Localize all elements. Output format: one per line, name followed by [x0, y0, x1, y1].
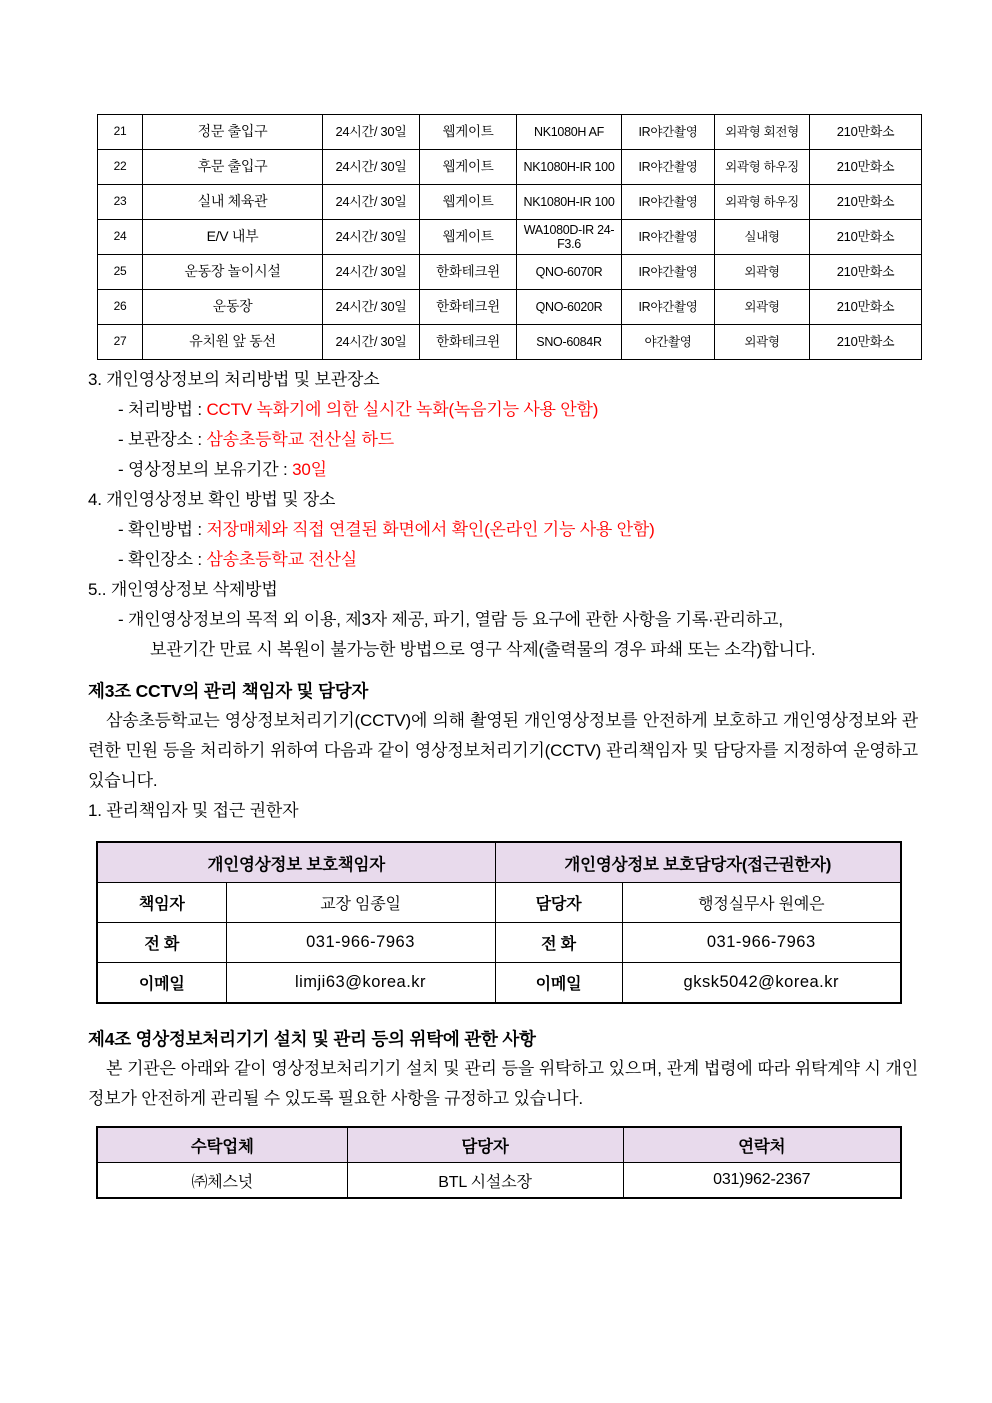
consignment-table-body [97, 1127, 901, 1198]
cell-location: 운동장 [143, 290, 323, 325]
section4-item-1-value: 삼송초등학교 전산실 [206, 550, 357, 569]
cell-type: 외곽형 하우징 [715, 150, 810, 185]
value-officer-phone: 031-966-7963 [226, 923, 495, 963]
section3-item-2-label: - 영상정보의 보유기간 : [118, 460, 293, 479]
cell-model: QNO-6070R [517, 255, 622, 290]
table-row [97, 883, 901, 923]
article-3-paragraph [88, 706, 918, 796]
label-handler-email: 이메일 [495, 963, 622, 1004]
section3-item-2 [88, 455, 918, 485]
cell-type: 외곽형 회전형 [715, 115, 810, 150]
cell-function: IR야간촬영 [622, 220, 715, 255]
section3-item-0 [88, 395, 918, 425]
cell-maker: 웹게이트 [420, 115, 517, 150]
cell-no: 22 [98, 150, 143, 185]
cell-type: 실내형 [715, 220, 810, 255]
cell-time: 24시간/ 30일 [323, 220, 420, 255]
cell-model: NK1080H-IR 100 [517, 150, 622, 185]
cell-location: 실내 체육관 [143, 185, 323, 220]
cell-pixels: 210만화소 [810, 290, 922, 325]
label-officer-role: 책임자 [97, 883, 226, 923]
table-header-row [97, 1127, 901, 1163]
consignment-table [96, 1126, 902, 1199]
label-handler-phone: 전 화 [495, 923, 622, 963]
cell-function: IR야간촬영 [622, 150, 715, 185]
section4-heading: 4. 개인영상정보 확인 방법 및 장소 [88, 490, 336, 509]
cell-function: IR야간촬영 [622, 290, 715, 325]
cell-maker: 웹게이트 [420, 185, 517, 220]
cell-function: 야간촬영 [622, 325, 715, 360]
cell-location: 유치원 앞 동선 [143, 325, 323, 360]
cell-no: 23 [98, 185, 143, 220]
table-row [98, 255, 922, 290]
cell-no: 26 [98, 290, 143, 325]
cell-time: 24시간/ 30일 [323, 115, 420, 150]
article-4-paragraph [88, 1054, 918, 1114]
cell-location: E/V 내부 [143, 220, 323, 255]
cell-no: 25 [98, 255, 143, 290]
table-row [98, 290, 922, 325]
cell-pixels: 210만화소 [810, 325, 922, 360]
header-manager: 담당자 [347, 1127, 623, 1163]
cell-no: 21 [98, 115, 143, 150]
section4-item-1 [88, 545, 918, 575]
cell-location: 정문 출입구 [143, 115, 323, 150]
cell-time: 24시간/ 30일 [323, 150, 420, 185]
cell-type: 외곽형 [715, 325, 810, 360]
header-protection-handler: 개인영상정보 보호담당자(접근권한자) [495, 842, 901, 883]
table-row [97, 1163, 901, 1199]
section5-body-line-2: 보관기간 만료 시 복원이 불가능한 방법으로 영구 삭제(출력물의 경우 파쇄 또는 소각)합니다. [150, 640, 816, 659]
section3-item-2-value: 30일 [292, 460, 327, 479]
article-3-subheading: 1. 관리책임자 및 접근 권한자 [88, 801, 299, 820]
table-row [98, 150, 922, 185]
value-contact: 031)962-2367 [623, 1163, 901, 1199]
table-row [98, 185, 922, 220]
cell-pixels: 210만화소 [810, 150, 922, 185]
article-3-block [88, 676, 918, 826]
section3-item-0-label: - 처리방법 : [118, 400, 207, 419]
responsible-person-table [96, 841, 902, 1004]
section4-item-0-label: - 확인방법 : [118, 520, 207, 539]
cell-model: NK1080H AF [517, 115, 622, 150]
cell-time: 24시간/ 30일 [323, 255, 420, 290]
value-handler-phone: 031-966-7963 [622, 923, 901, 963]
table-header-row [97, 842, 901, 883]
responsible-person-table-body [97, 842, 901, 1003]
cell-no: 24 [98, 220, 143, 255]
article-4-paragraph-text: 본 기관은 아래와 같이 영상정보처리기기 설치 및 관리 등을 위탁하고 있으며, 관계 법령에 따라 위탁계약 시 개인정보가 안전하게 관리될 수 있도록 필요한 사항을 규정하고 있습니다. [88, 1059, 918, 1108]
cell-model: NK1080H-IR 100 [517, 185, 622, 220]
article-3-paragraph-text: 삼송초등학교는 영상정보처리기기(CCTV)에 의해 촬영된 개인영상정보를 안전하게 보호하고 개인영상정보와 관련한 민원 등을 처리하기 위하여 다음과 같이 영상정보처리기기(CCTV) 관리책임자 및 담당자를 지정하여 운영하고 있습니다. [88, 711, 918, 790]
cctv-device-table [97, 114, 922, 360]
cell-time: 24시간/ 30일 [323, 185, 420, 220]
cell-model: WA1080D-IR 24-F3.6 [517, 220, 622, 255]
cell-no: 27 [98, 325, 143, 360]
label-officer-phone: 전 화 [97, 923, 226, 963]
cell-location: 운동장 놀이시설 [143, 255, 323, 290]
cell-pixels: 210만화소 [810, 255, 922, 290]
cell-model: SNO-6084R [517, 325, 622, 360]
cell-type: 외곽형 [715, 290, 810, 325]
cell-maker: 한화테크윈 [420, 255, 517, 290]
cell-function: IR야간촬영 [622, 255, 715, 290]
section5-body-line-1: - 개인영상정보의 목적 외 이용, 제3자 제공, 파기, 열람 등 요구에 관한 사항을 기록·관리하고, [118, 610, 783, 629]
section4-item-0-value: 저장매체와 직접 연결된 화면에서 확인(온라인 기능 사용 안함) [206, 520, 655, 539]
section5-heading: 5.. 개인영상정보 삭제방법 [88, 580, 278, 599]
cell-maker: 한화테크윈 [420, 290, 517, 325]
value-company: ㈜체스넛 [97, 1163, 347, 1199]
section4-item-1-label: - 확인장소 : [118, 550, 207, 569]
section4-item-0 [88, 515, 918, 545]
cell-function: IR야간촬영 [622, 185, 715, 220]
value-manager: BTL 시설소장 [347, 1163, 623, 1199]
header-company: 수탁업체 [97, 1127, 347, 1163]
cell-time: 24시간/ 30일 [323, 290, 420, 325]
section3-item-1 [88, 425, 918, 455]
label-handler-role: 담당자 [495, 883, 622, 923]
value-officer-email: limji63@korea.kr [226, 963, 495, 1004]
value-officer-name: 교장 임종일 [226, 883, 495, 923]
cell-model: QNO-6020R [517, 290, 622, 325]
section3-item-1-value: 삼송초등학교 전산실 하드 [206, 430, 394, 449]
table-row [98, 325, 922, 360]
table-row [98, 115, 922, 150]
cell-maker: 웹게이트 [420, 220, 517, 255]
cctv-table-body [98, 115, 922, 360]
value-handler-email: gksk5042@korea.kr [622, 963, 901, 1004]
cell-type: 외곽형 하우징 [715, 185, 810, 220]
cell-pixels: 210만화소 [810, 185, 922, 220]
cell-time: 24시간/ 30일 [323, 325, 420, 360]
label-officer-email: 이메일 [97, 963, 226, 1004]
section3-item-0-value: CCTV 녹화기에 의한 실시간 녹화(녹음기능 사용 안함) [206, 400, 599, 419]
table-row [97, 923, 901, 963]
article-3-title: 제3조 CCTV의 관리 책임자 및 담당자 [88, 681, 369, 701]
table-row [98, 220, 922, 255]
cell-pixels: 210만화소 [810, 220, 922, 255]
article-4-title: 제4조 영상정보처리기기 설치 및 관리 등의 위탁에 관한 사항 [88, 1029, 536, 1049]
cell-type: 외곽형 [715, 255, 810, 290]
table-row [97, 963, 901, 1004]
article-4-block [88, 1024, 918, 1114]
cell-location: 후문 출입구 [143, 150, 323, 185]
cell-maker: 한화테크윈 [420, 325, 517, 360]
section3-heading: 3. 개인영상정보의 처리방법 및 보관장소 [88, 370, 380, 389]
header-protection-officer: 개인영상정보 보호책임자 [97, 842, 495, 883]
header-contact: 연락처 [623, 1127, 901, 1163]
cell-function: IR야간촬영 [622, 115, 715, 150]
value-handler-name: 행정실무사 원예은 [622, 883, 901, 923]
cell-pixels: 210만화소 [810, 115, 922, 150]
sections-3-to-5 [88, 365, 918, 665]
cell-maker: 웹게이트 [420, 150, 517, 185]
section3-item-1-label: - 보관장소 : [118, 430, 207, 449]
